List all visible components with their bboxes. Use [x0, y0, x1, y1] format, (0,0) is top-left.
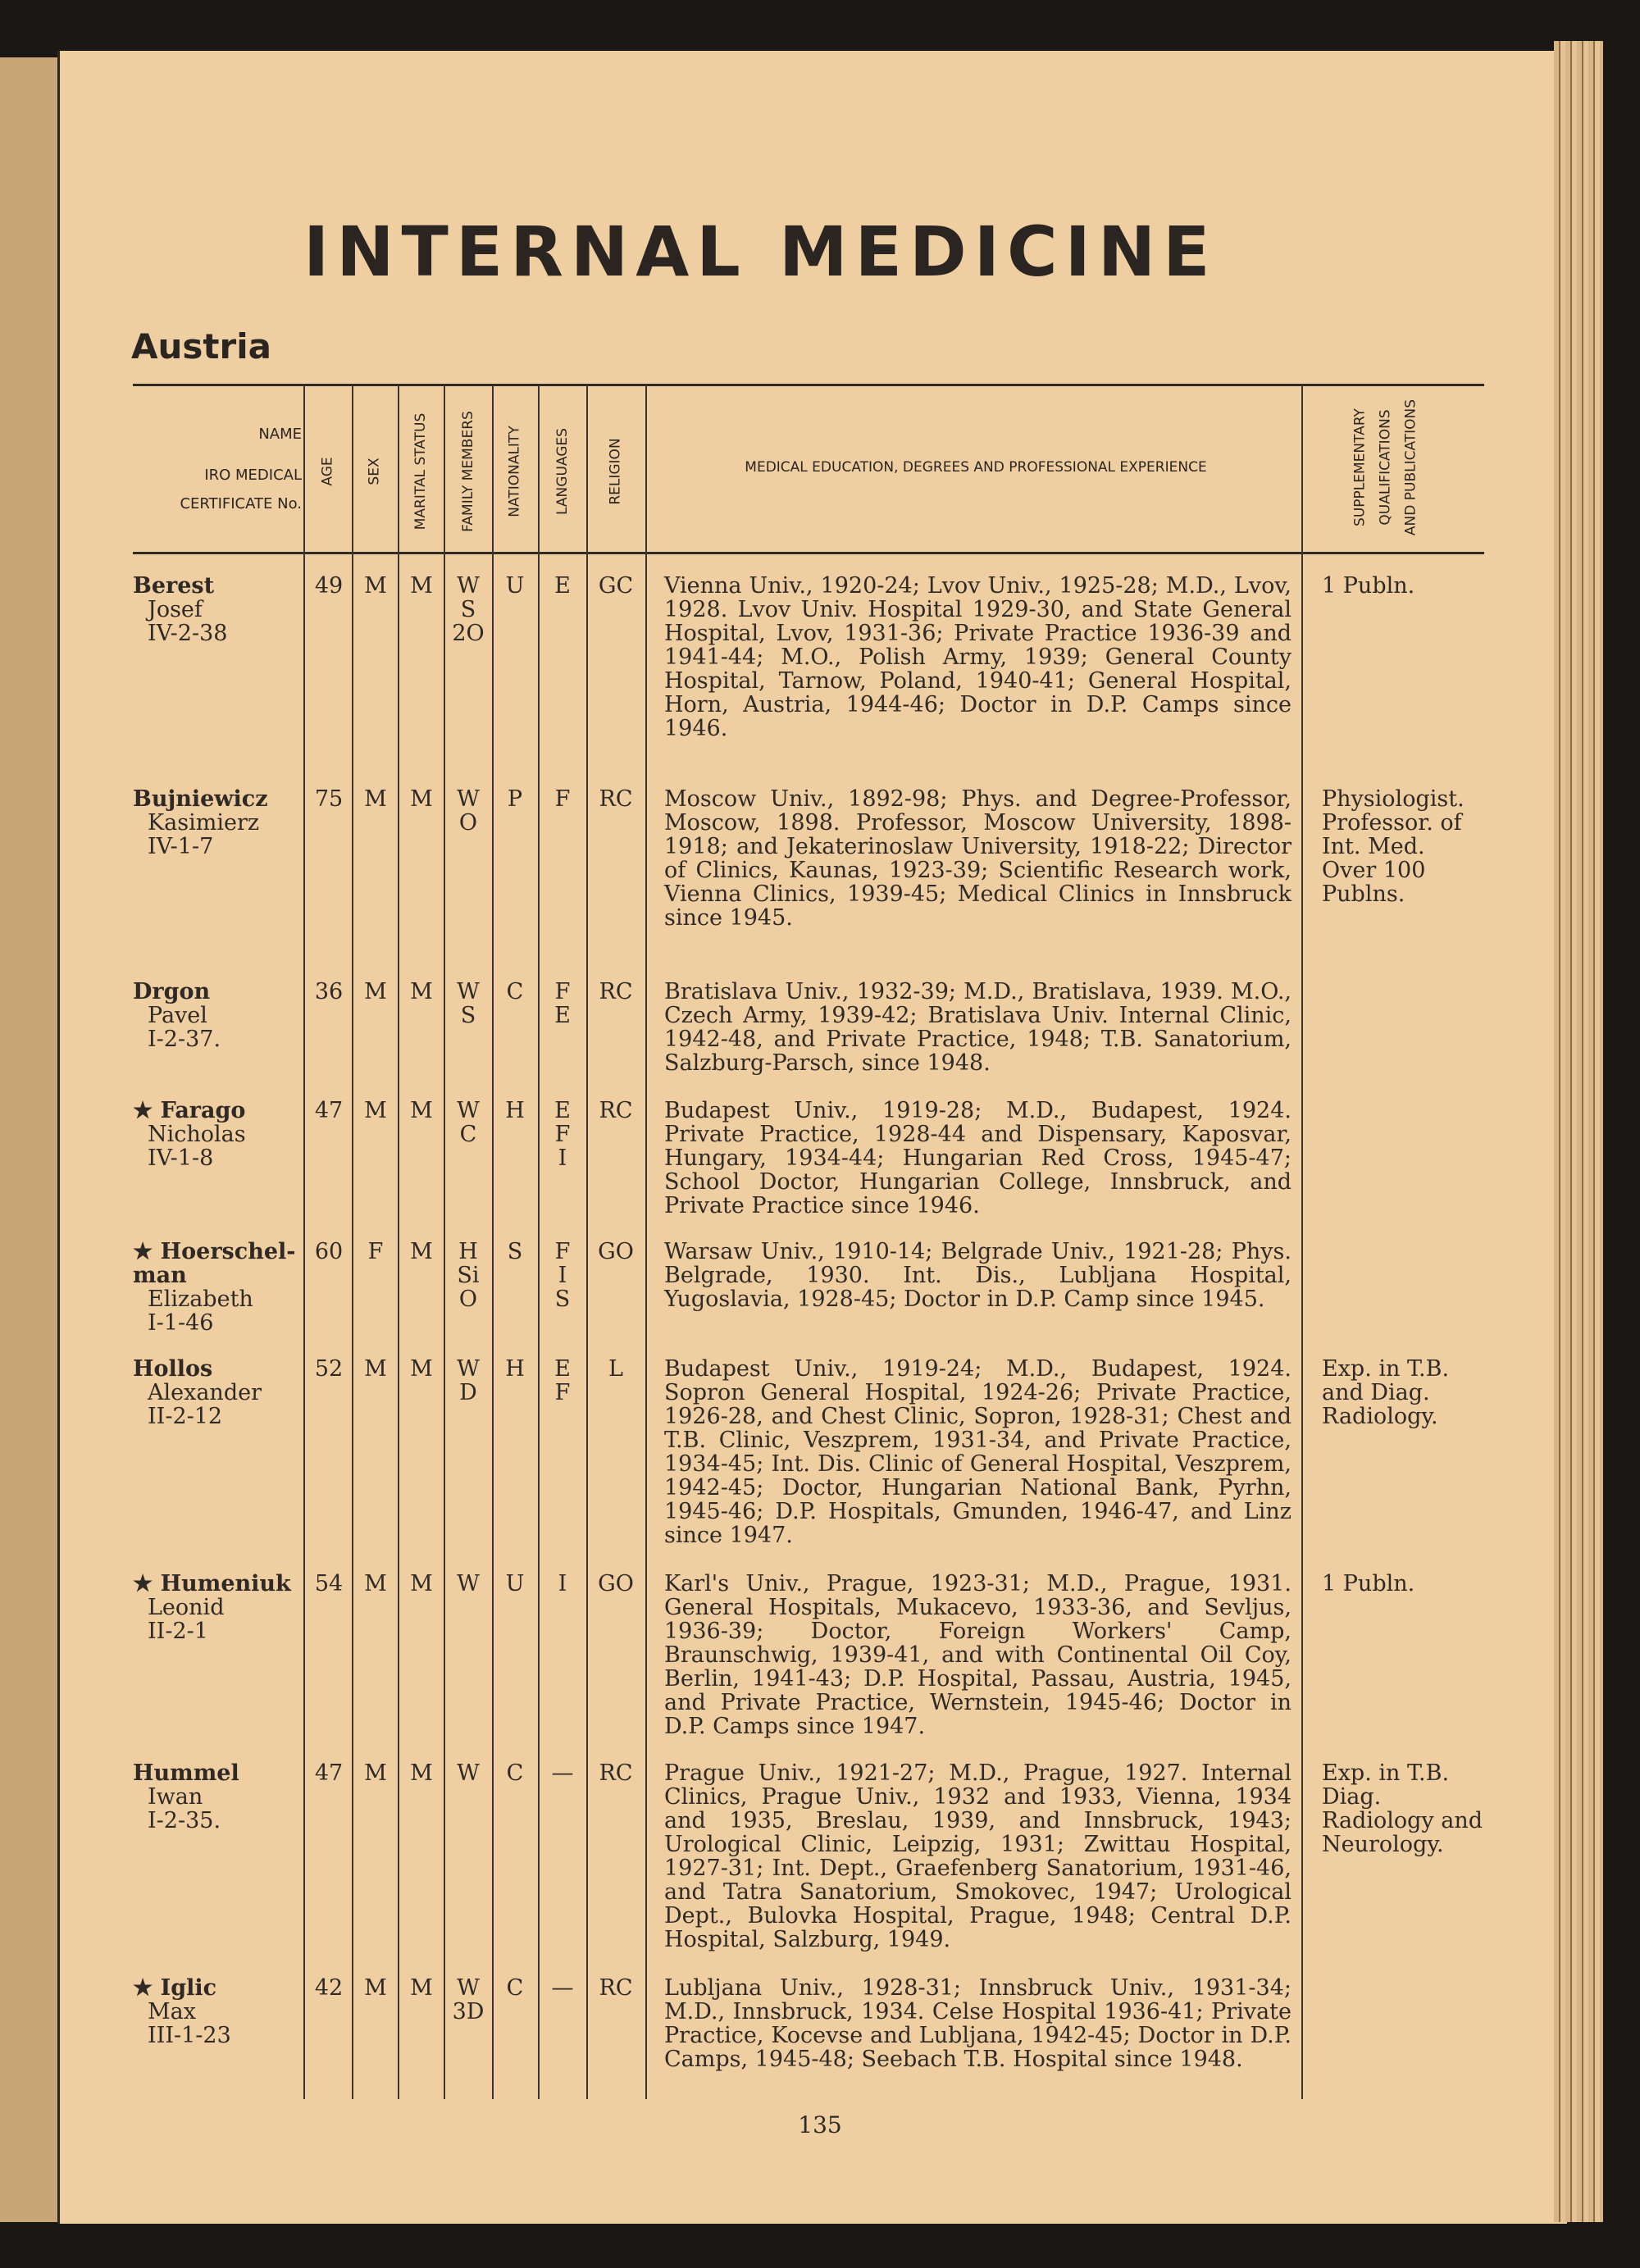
supplementary-text: Exp. in T.B. and Diag. Radiology.	[1322, 1356, 1450, 1429]
marital-value: M	[410, 786, 433, 812]
languages-value: E	[554, 573, 571, 599]
age-value: 75	[314, 786, 344, 812]
sex-value: M	[364, 1356, 387, 1382]
header-certificate-no: CERTIFICATE No.	[180, 495, 302, 512]
languages-value: F E	[554, 979, 571, 1028]
religion-value: RC	[599, 1098, 633, 1123]
religion-value: RC	[599, 1760, 633, 1786]
supplementary-text: 1 Publn.	[1322, 573, 1415, 599]
sex-value: M	[364, 1098, 387, 1123]
marital-value: M	[410, 979, 433, 1004]
family-members-value: W S	[457, 979, 480, 1028]
religion-value: GO	[598, 1239, 634, 1264]
supplementary-text: 1 Publn.	[1322, 1571, 1415, 1596]
sex-value: M	[364, 1571, 387, 1596]
nationality-value: H	[505, 1098, 525, 1123]
sex-value: M	[364, 573, 387, 599]
nationality-value: C	[506, 1975, 524, 2001]
family-members-value: H Si O	[457, 1239, 480, 1312]
age-value: 47	[314, 1760, 344, 1786]
languages-value: F I S	[554, 1239, 571, 1312]
languages-value: F	[554, 786, 571, 812]
languages-value: E F	[554, 1356, 571, 1405]
star-icon: ★	[133, 1098, 153, 1123]
sex-value: M	[364, 979, 387, 1004]
nationality-value: C	[506, 979, 524, 1004]
header-marital-status: MARITAL STATUS	[412, 412, 430, 531]
star-icon: ★	[133, 1975, 153, 2001]
header-iro-medical: IRO MEDICAL	[204, 467, 302, 484]
age-value: 49	[314, 573, 344, 599]
nationality-value: S	[507, 1239, 523, 1264]
nationality-value: U	[505, 1571, 525, 1596]
column-separator	[645, 385, 647, 2099]
scan-right-page-edges	[1554, 41, 1603, 2222]
family-members-value: W	[457, 1571, 480, 1596]
header-sex: SEX	[367, 458, 383, 485]
languages-value: —	[551, 1760, 574, 1786]
marital-value: M	[410, 1239, 433, 1264]
languages-value: E F I	[554, 1098, 571, 1171]
religion-value: GO	[598, 1571, 634, 1596]
age-value: 52	[314, 1356, 344, 1382]
age-value: 60	[314, 1239, 344, 1264]
family-members-value: W 3D	[452, 1975, 485, 2024]
religion-value: RC	[599, 1975, 633, 2001]
age-value: 36	[314, 979, 344, 1004]
sex-value: M	[364, 1975, 387, 2001]
languages-value: I	[558, 1571, 567, 1596]
marital-value: M	[410, 1356, 433, 1382]
header-age: AGE	[320, 457, 336, 486]
medical-experience-text: Budapest Univ., 1919-24; M.D., Budapest, 1924. Sopron General Hospital, 1924-26; Private Practice, 1926-28, and Chest Clinic, Sopron, 1928-31; Chest and T.B. Clinic, Veszprem, 1931-34, and Private Practice, 1934-45; Int. Dis. Clinic of General Hospital, Veszprem, 1942-45; Doctor, Hungarian National Bank, Pyrhn, 1945-46; D.P. Hospitals, Gmunden, 1946-47, and Linz since 1947.	[664, 1356, 1292, 1548]
marital-value: M	[410, 1975, 433, 2001]
header-medical-education: MEDICAL EDUCATION, DEGREES AND PROFESSIONAL EXPERIENCE	[745, 459, 1207, 476]
medical-experience-text: Vienna Univ., 1920-24; Lvov Univ., 1925-28; M.D., Lvov, 1928. Lvov Univ. Hospital 1929-30, and State General Hospital, Lvov, 1931-36; Private Practice 1936-39 and 1941-44; M.O., Polish Army, 1939; General County Hospital, Tarnow, Poland, 1940-41; General Hospital, Horn, Austria, 1944-46; Doctor in D.P. Camps since 1946.	[664, 573, 1292, 741]
religion-value: RC	[599, 786, 633, 812]
nationality-value: U	[505, 573, 525, 599]
table-top-rule	[133, 384, 1484, 386]
header-languages: LANGUAGES	[554, 428, 571, 515]
medical-experience-text: Bratislava Univ., 1932-39; M.D., Bratislava, 1939. M.O., Czech Army, 1939-42; Bratislava Univ. Internal Clinic, 1942-48, and Private Practice, 1948; T.B. Sanatorium, Salzburg-Parsch, since 1948.	[664, 979, 1292, 1076]
medical-experience-text: Budapest Univ., 1919-28; M.D., Budapest, 1924. Private Practice, 1928-44 and Dispensary, Kaposvar, Hungary, 1934-44; Hungarian Red Cross, 1945-47; School Doctor, Hungarian College, Innsbruck, and Private Practice since 1946.	[664, 1098, 1292, 1218]
medical-experience-text: Karl's Univ., Prague, 1923-31; M.D., Prague, 1931. General Hospitals, Mukacevo, 1933-36, and Sevljus, 1936-39; Doctor, Foreign Workers' Camp, Braunschwig, 1939-41, and with Continental Oil Coy, Berlin, 1941-43; D.P. Hospital, Passau, Austria, 1945, and Private Practice, Wernstein, 1945-46; Doctor in D.P. Camps since 1947.	[664, 1571, 1292, 1739]
family-members-value: W S 2O	[452, 573, 485, 646]
religion-value: L	[608, 1356, 623, 1382]
column-separator	[1301, 385, 1303, 2099]
religion-value: GC	[598, 573, 634, 599]
medical-experience-text: Lubljana Univ., 1928-31; Innsbruck Univ., 1931-34; M.D., Innsbruck, 1934. Celse Hospital 1936-41; Private Practice, Kocevse and Lubljana, 1942-45; Doctor in D.P. Camps, 1945-48; Seebach T.B. Hospital since 1948.	[664, 1975, 1292, 2072]
header-supplementary: SUPPLEMENTARY QUALIFICATIONS AND PUBLICATIONS	[1351, 398, 1419, 536]
header-name: NAME	[258, 426, 302, 443]
sex-value: M	[364, 1760, 387, 1786]
marital-value: M	[410, 1760, 433, 1786]
country-heading: Austria	[131, 326, 271, 367]
medical-experience-text: Moscow Univ., 1892-98; Phys. and Degree-Professor, Moscow, 1898. Professor, Moscow University, 1898-1918; and Jekaterinoslaw University, 1918-22; Director of Clinics, Kaunas, 1923-39; Scientific Research work, Vienna Clinics, 1939-45; Medical Clinics in Innsbruck since 1945.	[664, 786, 1292, 931]
header-religion: RELIGION	[608, 438, 625, 505]
languages-value: —	[551, 1975, 574, 2001]
page-title: INTERNAL MEDICINE	[303, 212, 1218, 292]
age-value: 42	[314, 1975, 344, 2001]
nationality-value: C	[506, 1760, 524, 1786]
scan-left-page-edge	[0, 57, 57, 2222]
page-number: 135	[798, 2111, 842, 2138]
header-nationality: NATIONALITY	[507, 426, 523, 517]
religion-value: RC	[599, 979, 633, 1004]
table-header-rule	[133, 552, 1484, 554]
star-icon: ★	[133, 1239, 153, 1264]
family-members-value: W	[457, 1760, 480, 1786]
nationality-value: H	[505, 1356, 525, 1382]
family-members-value: W D	[457, 1356, 480, 1405]
supplementary-text: Physiologist. Professor. of Int. Med. Over 100 Publns.	[1322, 786, 1465, 907]
family-members-value: W O	[457, 786, 480, 836]
family-members-value: W C	[457, 1098, 480, 1147]
medical-experience-text: Warsaw Univ., 1910-14; Belgrade Univ., 1921-28; Phys. Belgrade, 1930. Int. Dis., Lubljana Hospital, Yugoslavia, 1928-45; Doctor in D.P. Camp since 1945.	[664, 1239, 1292, 1312]
header-family-members: FAMILY MEMBERS	[460, 411, 476, 532]
medical-experience-text: Prague Univ., 1921-27; M.D., Prague, 1927. Internal Clinics, Prague Univ., 1932 and 1933, Vienna, 1934 and 1935, Breslau, 1939, and Innsbruck, 1943; Urological Clinic, Leipzig, 1931; Zwittau Hospital, 1927-31; Int. Dept., Graefenberg Sanatorium, 1931-46, and Tatra Sanatorium, Smokovec, 1947; Urological Dept., Bulovka Hospital, Prague, 1948; Central D.P. Hospital, Salzburg, 1949.	[664, 1760, 1292, 1952]
sex-value: F	[367, 1239, 384, 1264]
marital-value: M	[410, 1571, 433, 1596]
supplementary-text: Exp. in T.B. Diag. Radiology and Neurology.	[1322, 1760, 1483, 1857]
age-value: 54	[314, 1571, 344, 1596]
nationality-value: P	[507, 786, 523, 812]
sex-value: M	[364, 786, 387, 812]
marital-value: M	[410, 573, 433, 599]
age-value: 47	[314, 1098, 344, 1123]
marital-value: M	[410, 1098, 433, 1123]
star-icon: ★	[133, 1571, 153, 1596]
